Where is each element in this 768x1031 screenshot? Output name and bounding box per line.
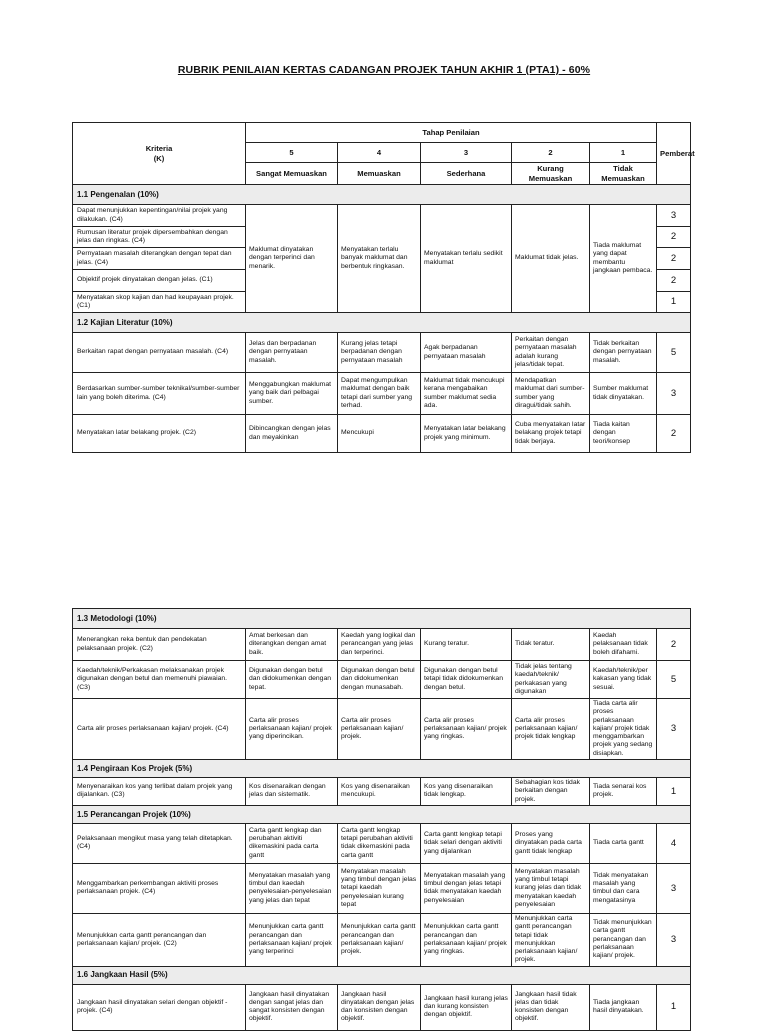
criterion: Carta alir proses perlaksanaan kajian/ projek. (C4) [73,699,246,760]
descriptor-3: Jangkaan hasil kurang jelas dan kurang konsisten dengan objektif. [421,984,512,1030]
section-title-pengenalan: 1.1 Pengenalan (10%) [73,185,691,205]
weight: 4 [657,823,691,863]
weight: 3 [657,863,691,913]
weight: 2 [657,248,691,270]
descriptor-4: Kaedah yang logikal dan perancangan yang jelas dan terperinci. [338,629,421,661]
section-title-jangkaan-hasil: 1.6 Jangkaan Hasil (5%) [73,966,691,984]
weight: 1 [657,984,691,1030]
level-label-4: Memuaskan [338,163,421,185]
descriptor-3: Carta gantt lengkap tetapi tidak selari dengan aktiviti yang dijalankan [421,823,512,863]
kriteria-header: Kriteria (K) [73,123,246,185]
descriptor-3: Menyatakan latar belakang projek yang minimum. [421,415,512,453]
weight: 1 [657,777,691,805]
pemberat-header: Pemberat [657,123,691,185]
descriptor-1: Tidak berkaitan dengan pernyataan masalah. [590,333,657,373]
descriptor-1: Tiada carta gantt [590,823,657,863]
weight: 2 [657,415,691,453]
descriptor-2: Perkaitan dengan pernyataan masalah adalah kurang jelas/tidak tepat. [512,333,590,373]
criterion: Kaedah/teknik/Perkakasan melaksanakan projek digunakan dengan betul dan memenuhi piawaian. (C3) [73,661,246,699]
descriptor-2: Proses yang dinyatakan pada carta gantt tidak lengkap [512,823,590,863]
descriptor-4: Menyatakan terlalu banyak maklumat dan berbentuk ringkasan. [338,205,421,313]
descriptor-4: Menyatakan masalah yang timbul dengan jelas tetapi kaedah penyelesaian kurang tepat [338,863,421,913]
criterion: Menyenaraikan kos yang terlibat dalam projek yang dijalankan. (C3) [73,777,246,805]
descriptor-2: Menunjukkan carta gantt perancangan tetapi tidak menunjukkan perlaksanaan kajian/ projek. [512,913,590,966]
section-title-kajian-literatur: 1.2 Kajian Literatur (10%) [73,313,691,333]
descriptor-5: Kos disenaraikan dengan jelas dan sistematik. [246,777,338,805]
tahap-penilaian-header: Tahap Penilaian [246,123,657,143]
section-title-perancangan: 1.5 Perancangan Projek (10%) [73,805,691,823]
level-3: 3 [421,143,512,163]
descriptor-1: Kaedah/teknik/per kakasan yang tidak sesuai. [590,661,657,699]
descriptor-4: Mencukupi [338,415,421,453]
criterion: Berkaitan rapat dengan pernyataan masalah. (C4) [73,333,246,373]
descriptor-2: Mendapatkan maklumat dari sumber-sumber yang diragui/tidak sahih. [512,373,590,415]
descriptor-3: Digunakan dengan betul tetapi tidak didokumenkan dengan betul. [421,661,512,699]
weight: 1 [657,292,691,313]
descriptor-1: Tiada maklumat yang dapat membantu jangkaan pembaca. [590,205,657,313]
criterion: Rumusan literatur projek dipersembahkan dengan jelas dan ringkas. (C4) [73,227,246,248]
rubric-table-part-2 [72,608,691,1031]
descriptor-1: Tiada jangkaan hasil dinyatakan. [590,984,657,1030]
level-label-1: Tidak Memuaskan [590,163,657,185]
rubric-table-part-1 [72,122,695,453]
weight: 3 [657,373,691,415]
weight: 2 [657,629,691,661]
descriptor-4: Digunakan dengan betul dan didokumenkan dengan munasabah. [338,661,421,699]
weight: 3 [657,699,691,760]
descriptor-5: Menggabungkan maklumat yang baik dari pelbagai sumber. [246,373,338,415]
criterion: Menunjukkan carta gantt perancangan dan perlaksanaan kajian/ projek. (C2) [73,913,246,966]
descriptor-5: Amat berkesan dan diterangkan dengan amat baik. [246,629,338,661]
descriptor-2: Maklumat tidak jelas. [512,205,590,313]
descriptor-5: Dibincangkan dengan jelas dan meyakinkan [246,415,338,453]
descriptor-4: Jangkaan hasil dinyatakan dengan jelas dan konsisten dengan objektif. [338,984,421,1030]
criterion: Pernyataan masalah diterangkan dengan tepat dan jelas. (C4) [73,248,246,270]
descriptor-4: Carta alir proses perlaksanaan kajian/ projek. [338,699,421,760]
descriptor-3: Menunjukkan carta gantt perancangan dan perlaksanaan kajian/ projek yang ringkas. [421,913,512,966]
descriptor-3: Agak berpadanan pernyataan masalah [421,333,512,373]
criterion: Menyatakan latar belakang projek. (C2) [73,415,246,453]
weight: 5 [657,333,691,373]
weight: 2 [657,227,691,248]
descriptor-2: Tidak jelas tentang kaedah/teknik/ perkakasan yang digunakan [512,661,590,699]
descriptor-4: Kos yang disenaraikan mencukupi. [338,777,421,805]
descriptor-2: Sebahagian kos tidak berkaitan dengan projek. [512,777,590,805]
descriptor-1: Tidak menunjukkan carta gantt perancangan dan perlaksanaan kajian/ projek. [590,913,657,966]
descriptor-4: Menunjukkan carta gantt perancangan dan perlaksanaan kajian/ projek. [338,913,421,966]
descriptor-1: Kaedah pelaksanaan tidak boleh difahami. [590,629,657,661]
descriptor-4: Kurang jelas tetapi berpadanan dengan pernyataan masalah [338,333,421,373]
descriptor-3: Menyatakan masalah yang timbul dengan jelas tetapi tidak menyatakan kaedah penyelesaian [421,863,512,913]
descriptor-5: Digunakan dengan betul dan didokumenkan dengan tepat. [246,661,338,699]
weight: 3 [657,205,691,227]
level-1: 1 [590,143,657,163]
section-title-metodologi: 1.3 Metodologi (10%) [73,609,691,629]
descriptor-1: Tiada carta alir proses perlaksanaan kajian/ projek tidak menggambarkan projek yang sedang disiapkan. [590,699,657,760]
descriptor-4: Carta gantt lengkap tetapi perubahan aktiviti tidak dikemaskini pada carta gantt [338,823,421,863]
descriptor-2: Cuba menyatakan latar belakang projek tetapi tidak berjaya. [512,415,590,453]
weight: 5 [657,661,691,699]
descriptor-1: Tiada senarai kos projek. [590,777,657,805]
descriptor-1: Tidak menyatakan masalah yang timbul dan cara mengatasinya [590,863,657,913]
level-label-5: Sangat Memuaskan [246,163,338,185]
descriptor-3: Kos yang disenaraikan tidak lengkap. [421,777,512,805]
level-2: 2 [512,143,590,163]
descriptor-3: Maklumat tidak mencukupi kerana mengabaikan sumber maklumat sedia ada. [421,373,512,415]
criterion: Dapat menunjukkan kepentingan/nilai projek yang dilakukan. (C4) [73,205,246,227]
criterion: Objektif projek dinyatakan dengan jelas. (C1) [73,270,246,292]
level-label-3: Sederhana [421,163,512,185]
weight: 3 [657,913,691,966]
descriptor-5: Carta gantt lengkap dan perubahan aktiviti dikemaskini pada carta gantt [246,823,338,863]
weight: 2 [657,270,691,292]
level-4: 4 [338,143,421,163]
descriptor-1: Sumber maklumat tidak dinyatakan. [590,373,657,415]
page-title: RUBRIK PENILAIAN KERTAS CADANGAN PROJEK TAHUN AKHIR 1 (PTA1) - 60% [177,64,591,76]
descriptor-5: Carta alir proses perlaksanaan kajian/ projek yang diperincikan. [246,699,338,760]
descriptor-4: Dapat mengumpulkan maklumat dengan baik tetapi dari sumber yang terhad. [338,373,421,415]
descriptor-3: Carta alir proses perlaksanaan kajian/ projek yang ringkas. [421,699,512,760]
descriptor-2: Carta alir proses perlaksanaan kajian/ projek tidak lengkap [512,699,590,760]
criterion: Menggambarkan perkembangan aktiviti proses perlaksanaan projek. (C4) [73,863,246,913]
descriptor-2: Tidak teratur. [512,629,590,661]
level-5: 5 [246,143,338,163]
descriptor-5: Jangkaan hasil dinyatakan dengan sangat jelas dan sangat konsisten dengan objektif. [246,984,338,1030]
descriptor-5: Jelas dan berpadanan dengan pernyataan masalah. [246,333,338,373]
section-title-pengiraan-kos: 1.4 Pengiraan Kos Projek (5%) [73,759,691,777]
descriptor-5: Menunjukkan carta gantt perancangan dan perlaksanaan kajian/ projek yang terperinci [246,913,338,966]
descriptor-2: Jangkaan hasil tidak jelas dan tidak konsisten dengan objektif. [512,984,590,1030]
descriptor-1: Tiada kaitan dengan teori/konsep [590,415,657,453]
criterion: Menyatakan skop kajian dan had keupayaan projek. (C1) [73,292,246,313]
descriptor-5: Menyatakan masalah yang timbul dan kaedah penyelesaian-penyelesaian yang jelas dan tepat [246,863,338,913]
descriptor-3: Menyatakan terlalu sedikit maklumat [421,205,512,313]
criterion: Menerangkan reka bentuk dan pendekatan pelaksanaan projek. (C2) [73,629,246,661]
criterion: Pelaksanaan mengikut masa yang telah ditetapkan. (C4) [73,823,246,863]
descriptor-5: Maklumat dinyatakan dengan terperinci dan menarik. [246,205,338,313]
descriptor-2: Menyatakan masalah yang timbul tetapi kurang jelas dan tidak menyatakan kaedah penyelesaian [512,863,590,913]
level-label-2: Kurang Memuaskan [512,163,590,185]
criterion: Berdasarkan sumber-sumber teknikal/sumber-sumber lain yang boleh diterima. (C4) [73,373,246,415]
criterion: Jangkaan hasil dinyatakan selari dengan objektif - projek. (C4) [73,984,246,1030]
descriptor-3: Kurang teratur. [421,629,512,661]
